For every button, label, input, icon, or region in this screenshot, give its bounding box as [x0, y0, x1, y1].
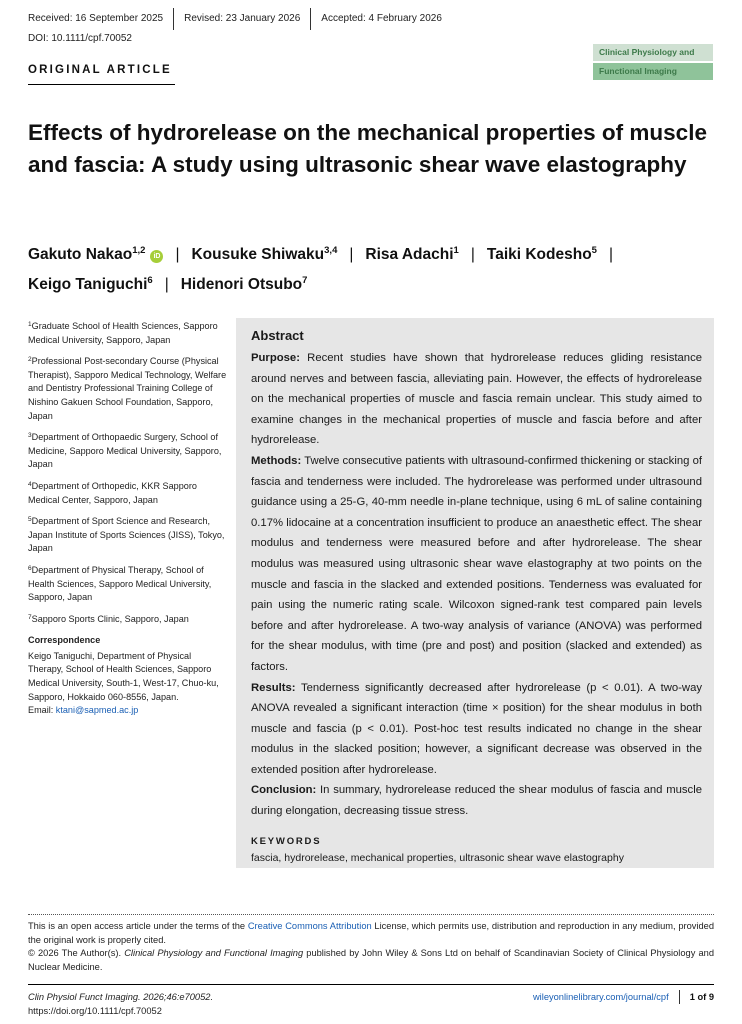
- affiliation: $^1$Graduate School of Health Sciences, Sapporo Medical University, Sapporo, Japan: [28, 321, 218, 345]
- abstract-box: [236, 318, 714, 868]
- cc-license-link[interactable]: Creative Commons Attribution: [247, 921, 372, 931]
- author[interactable]: Kousuke Shiwaku$^{3,4}$: [191, 245, 338, 263]
- article-title: Effects of hydrorelease on the mechanical properties of muscle and fascia: A study using ultrasonic shear wave elastography: [28, 120, 707, 177]
- author-list: Gakuto Nakao$^{1,2}$iD | Kousuke Shiwaku$^{3,4}$ | Risa Adachi$^1$ | Taiki Kodesho$^5$ | Keigo Taniguchi$^6$ | Hidenori Otsubo$^7$: [28, 245, 613, 293]
- abstract-results: Results: Tenderness significantly decreased after hydrorelease (p < 0.01). A two-way ANOVA revealed a significant interaction (time × position) for the shear modulus in both muscle and fascia (p < 0.01). Post-hoc test results indicated no change in the shear modulus in the slacked position; however, a significant decrease was observed in the extended position after hydrorelease.: [251, 681, 702, 776]
- affiliation: $^5$Department of Sport Science and Research, Japan Institute of Sports Sciences (JISS), Tokyo, Japan: [28, 516, 225, 554]
- revised-date: Revised: 23 January 2026: [173, 8, 310, 30]
- author[interactable]: Gakuto Nakao$^{1,2}$: [28, 245, 146, 263]
- affiliation: $^3$Department of Orthopaedic Surgery, School of Medicine, Sapporo Medical University, Sapporo, Japan: [28, 432, 222, 470]
- dates-row: [28, 8, 452, 30]
- abstract-purpose: Purpose: Recent studies have shown that hydrorelease reduces gliding resistance around nerves and between fascia, alleviating pain. However, the effects of hydrorelease on the mechanical properties of muscle and fascia remain unclear. This study aimed to examine changes in the mechanical properties of muscle and fascia before and after hydrorelease.: [251, 352, 702, 447]
- journal-badge-line2: Functional Imaging: [593, 63, 713, 80]
- doi-url[interactable]: https://doi.org/10.1111/cpf.70052: [28, 1006, 162, 1016]
- affiliation: $^7$Sapporo Sports Clinic, Sapporo, Japan: [28, 613, 189, 624]
- email-link[interactable]: ktani@sapmed.ac.jp: [55, 705, 139, 716]
- correspondence-address: Keigo Taniguchi, Department of Physical Therapy, School of Health Sciences, Sapporo Medical University, South-1, West-17, Chuo-ku, Sapporo, Hokkaido 060-8556, Japan.: [28, 650, 219, 702]
- license-line2: © 2026 The Author(s). Clinical Physiology and Functional Imaging published by John Wiley & Sons Ltd on behalf of Scandinavian Society of Clinical Physiology and Nuclear Medicine.: [28, 948, 714, 972]
- keywords-heading: KEYWORDS: [251, 835, 322, 847]
- journal-site-link[interactable]: wileyonlinelibrary.com/journal/cpf: [533, 990, 680, 1004]
- author[interactable]: Taiki Kodesho$^5$: [486, 245, 597, 263]
- correspondence-email-row: [28, 704, 228, 718]
- author[interactable]: Keigo Taniguchi$^6$: [28, 275, 153, 293]
- affiliation: $^4$Department of Orthopedic, KKR Sapporo Medical Center, Sapporo, Japan: [28, 480, 197, 505]
- footer-right: [533, 990, 714, 1004]
- abstract-conclusion: Conclusion: In summary, hydrorelease reduced the shear modulus of fascia and muscle during elongation, decreasing tissue stress.: [251, 784, 702, 818]
- orcid-icon[interactable]: iD: [150, 250, 163, 263]
- page-number: 1 of 9: [689, 992, 714, 1002]
- affiliations: [28, 318, 228, 718]
- license-text: [28, 920, 714, 974]
- affiliation: $^2$Professional Post-secondary Course (Physical Therapist), Sapporo Medical Technology, Welfare and Dentistry Professional Training College of Nishino Gakuen School Foundation, Sapporo, Japan: [28, 356, 227, 421]
- journal-badge-line1: Clinical Physiology and: [593, 44, 713, 61]
- license-divider: [28, 914, 714, 915]
- author[interactable]: Risa Adachi$^1$: [365, 245, 459, 263]
- author[interactable]: Hidenori Otsubo$^7$: [180, 275, 308, 293]
- received-date: Received: 16 September 2025: [28, 13, 164, 24]
- article-type: ORIGINAL ARTICLE: [28, 64, 172, 76]
- license-line1: This is an open access article under the terms of the Creative Commons Attribution License, which permits use, distribution and reproduction in any medium, provided the original work is properly cited.: [28, 921, 714, 945]
- email-label: Email:: [28, 705, 54, 716]
- footer-rule: [28, 984, 714, 985]
- affiliation: $^6$Department of Physical Therapy, School of Health Sciences, Sapporo Medical University, Sapporo, Japan: [28, 564, 212, 603]
- article-type-rule: [28, 84, 175, 85]
- correspondence-heading: Correspondence: [28, 635, 101, 646]
- abstract-methods: Methods: Twelve consecutive patients with ultrasound-confirmed thickening or stacking of fascia and tenderness were included. The hydrorelease was performed under ultrasound guidance using a 25-G, 40-mm needle in-plane technique, using 6 mL of saline containing 0.17% lidocaine at a concentration insufficient to produce an anaesthetic effect. The shear modulus and tenderness were measured before and after hydrorelease. The shear modulus was measured using ultrasonic shear wave elastography at two points on the muscle and fascia in the slacked and extended positions. Tenderness was evaluated for pain using the numeric rating scale. Wilcoxon signed-rank test compared pain levels before and after hydrorelease. A two-way analysis of variance (ANOVA) was performed for the shear modulus, with time (pre and post) and position (slacked and extended) as factors.: [251, 454, 702, 673]
- citation-text: Clin Physiol Funct Imaging. 2026;46:e70052.: [28, 992, 214, 1002]
- doi: DOI: 10.1111/cpf.70052: [28, 33, 132, 44]
- accepted-date: Accepted: 4 February 2026: [310, 8, 452, 30]
- keywords: fascia, hydrorelease, mechanical properties, ultrasonic shear wave elastography: [251, 851, 624, 864]
- footer-citation: [28, 990, 213, 1018]
- abstract-heading: Abstract: [251, 328, 304, 343]
- journal-badge: [593, 44, 713, 80]
